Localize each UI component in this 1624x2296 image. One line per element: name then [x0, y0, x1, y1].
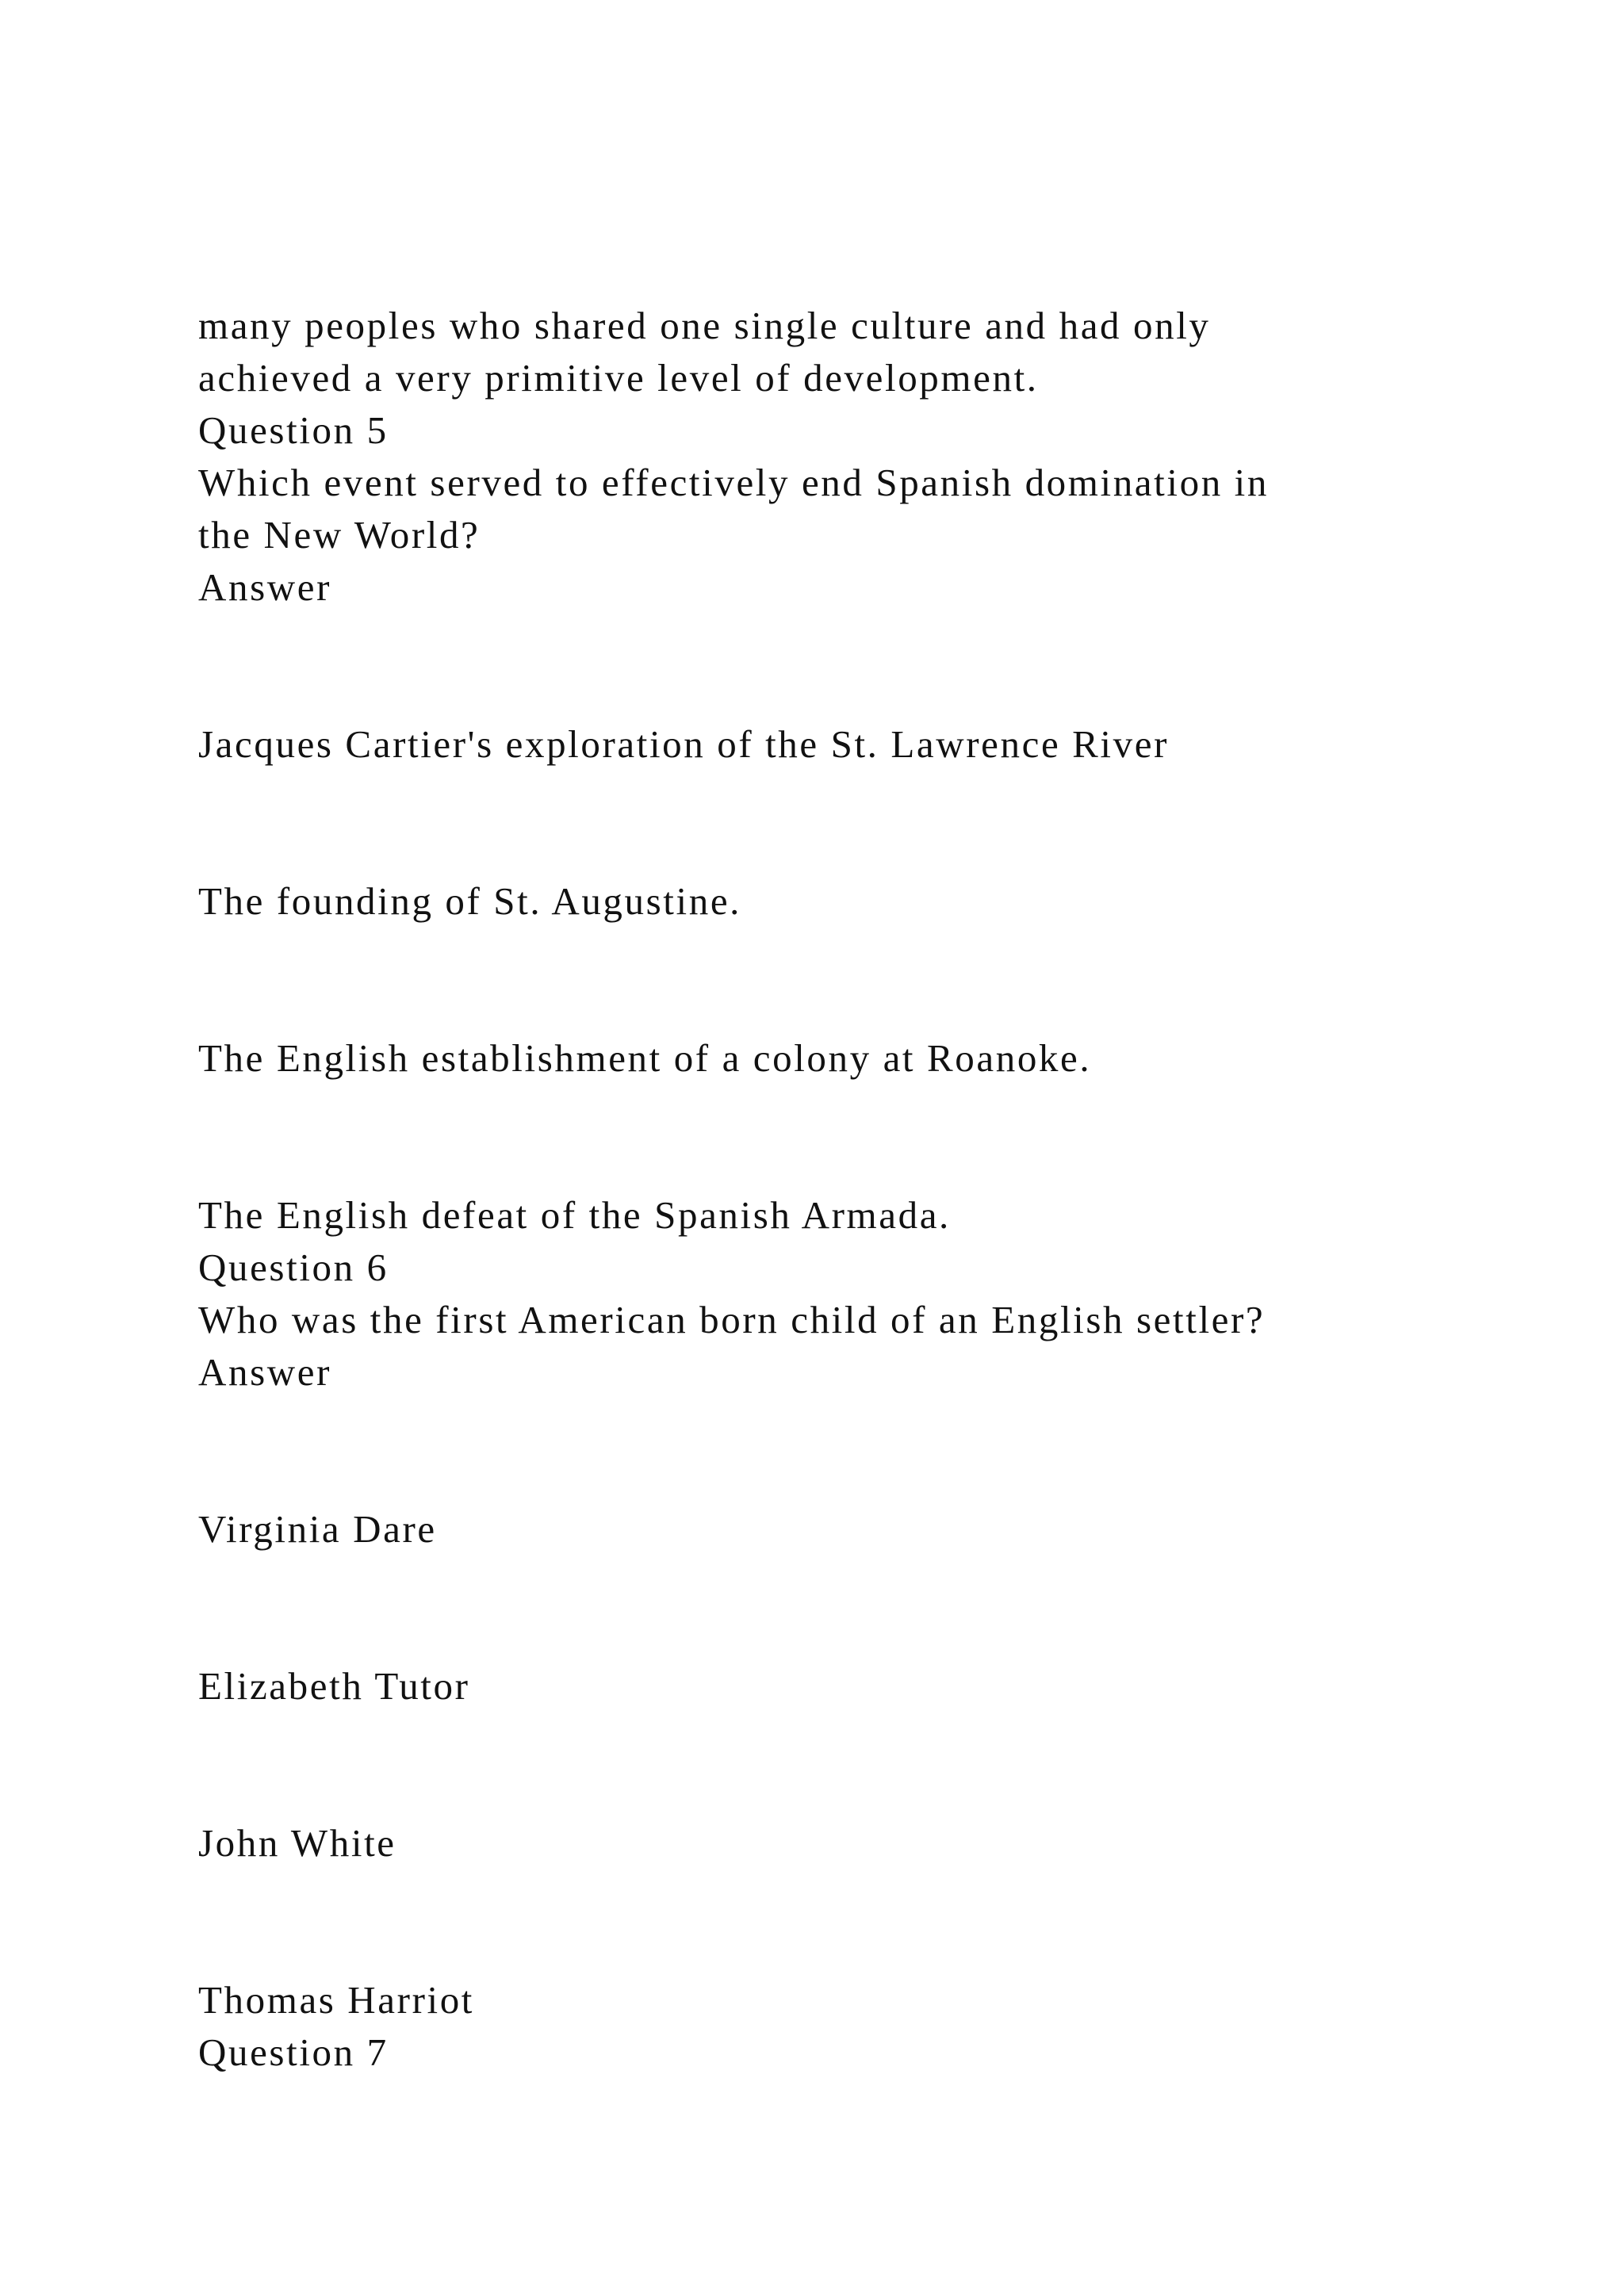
intro-text-line: many peoples who shared one single culture and had only — [198, 304, 1211, 347]
question-5-option[interactable]: The founding of St. Augustine. — [198, 879, 742, 923]
question-6-heading: Question 6 — [198, 1246, 389, 1289]
question-6-option[interactable]: Elizabeth Tutor — [198, 1664, 470, 1708]
question-6-option[interactable]: John White — [198, 1821, 396, 1865]
question-5-option[interactable]: The English establishment of a colony at Roanoke. — [198, 1036, 1092, 1080]
intro-text-line: achieved a very primitive level of development. — [198, 356, 1039, 400]
question-6-option[interactable]: Virginia Dare — [198, 1507, 437, 1551]
question-5-heading: Question 5 — [198, 408, 389, 452]
question-5-option[interactable]: Jacques Cartier's exploration of the St. Lawrence River — [198, 722, 1170, 766]
question-6-option[interactable]: Thomas Harriot — [198, 1978, 475, 2022]
question-5-prompt: the New World? — [198, 513, 481, 557]
question-6-prompt: Who was the first American born child of an English settler? — [198, 1298, 1266, 1341]
question-7-heading: Question 7 — [198, 2030, 389, 2074]
question-6-answer-label: Answer — [198, 1350, 332, 1394]
question-5-answer-label: Answer — [198, 565, 332, 609]
question-5-prompt: Which event served to effectively end Spanish domination in — [198, 461, 1269, 504]
question-5-option[interactable]: The English defeat of the Spanish Armada. — [198, 1193, 951, 1237]
